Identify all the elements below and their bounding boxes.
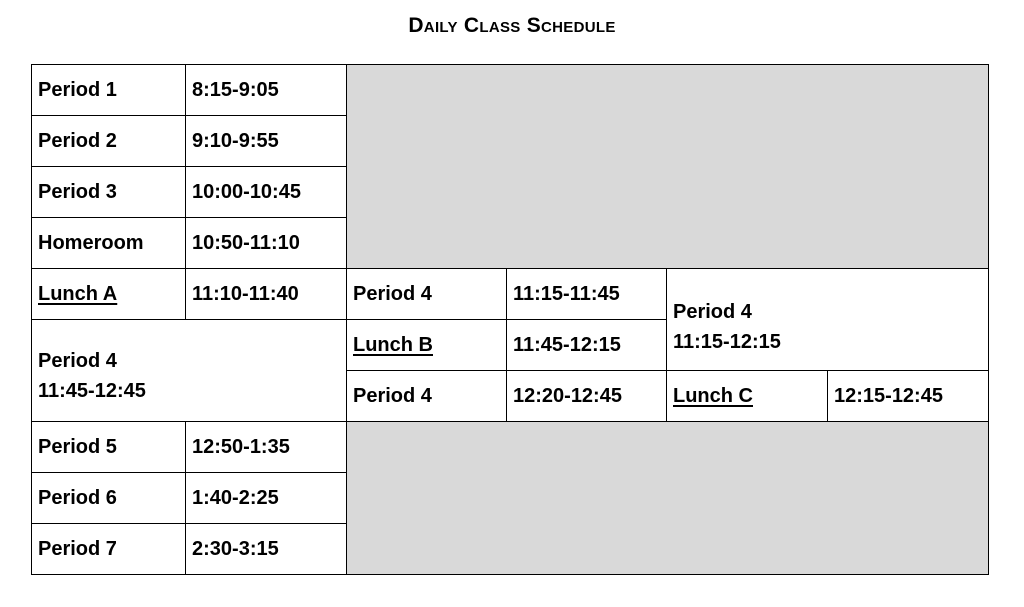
lunch-a-period-4-label: Period 4 [38,349,117,372]
page-title: Daily Class Schedule [408,14,616,37]
period-1-time: 8:15-9:05 [186,65,347,116]
period-3-label: Period 3 [32,167,186,218]
empty-gray-block-bottom [347,422,989,575]
lunch-a-period-4-time: 11:45-12:45 [38,379,146,402]
period-6-label: Period 6 [32,473,186,524]
schedule-table [31,64,989,575]
lunch-a-period-4-cell [32,320,347,422]
lunch-b-period-4-after-label: Period 4 [347,371,507,422]
lunch-c-text: Lunch C [673,384,753,407]
lunch-b-label [347,320,507,371]
period-7-time: 2:30-3:15 [186,524,347,575]
period-1-label: Period 1 [32,65,186,116]
empty-gray-block-top [347,65,989,269]
lunch-c-period-4-cell [667,269,989,371]
period-7-label: Period 7 [32,524,186,575]
lunch-a-label [32,269,186,320]
lunch-a-text: Lunch A [38,282,118,305]
period-2-label: Period 2 [32,116,186,167]
lunch-c-period-4-time: 11:15-12:15 [673,330,781,353]
table-row [32,422,989,473]
homeroom-label: Homeroom [32,218,186,269]
period-2-time: 9:10-9:55 [186,116,347,167]
lunch-b-period-4-after-time: 12:20-12:45 [507,371,667,422]
lunch-a-time: 11:10-11:40 [186,269,347,320]
period-5-label: Period 5 [32,422,186,473]
table-row [32,65,989,116]
table-row [32,269,989,320]
lunch-b-period-4-before-time: 11:15-11:45 [507,269,667,320]
period-5-time: 12:50-1:35 [186,422,347,473]
lunch-b-period-4-before-label: Period 4 [347,269,507,320]
lunch-b-time: 11:45-12:15 [507,320,667,371]
period-3-time: 10:00-10:45 [186,167,347,218]
homeroom-time: 10:50-11:10 [186,218,347,269]
lunch-c-period-4-label: Period 4 [673,300,752,323]
lunch-b-text: Lunch B [353,333,433,356]
lunch-c-label [667,371,828,422]
period-6-time: 1:40-2:25 [186,473,347,524]
lunch-c-time: 12:15-12:45 [828,371,989,422]
